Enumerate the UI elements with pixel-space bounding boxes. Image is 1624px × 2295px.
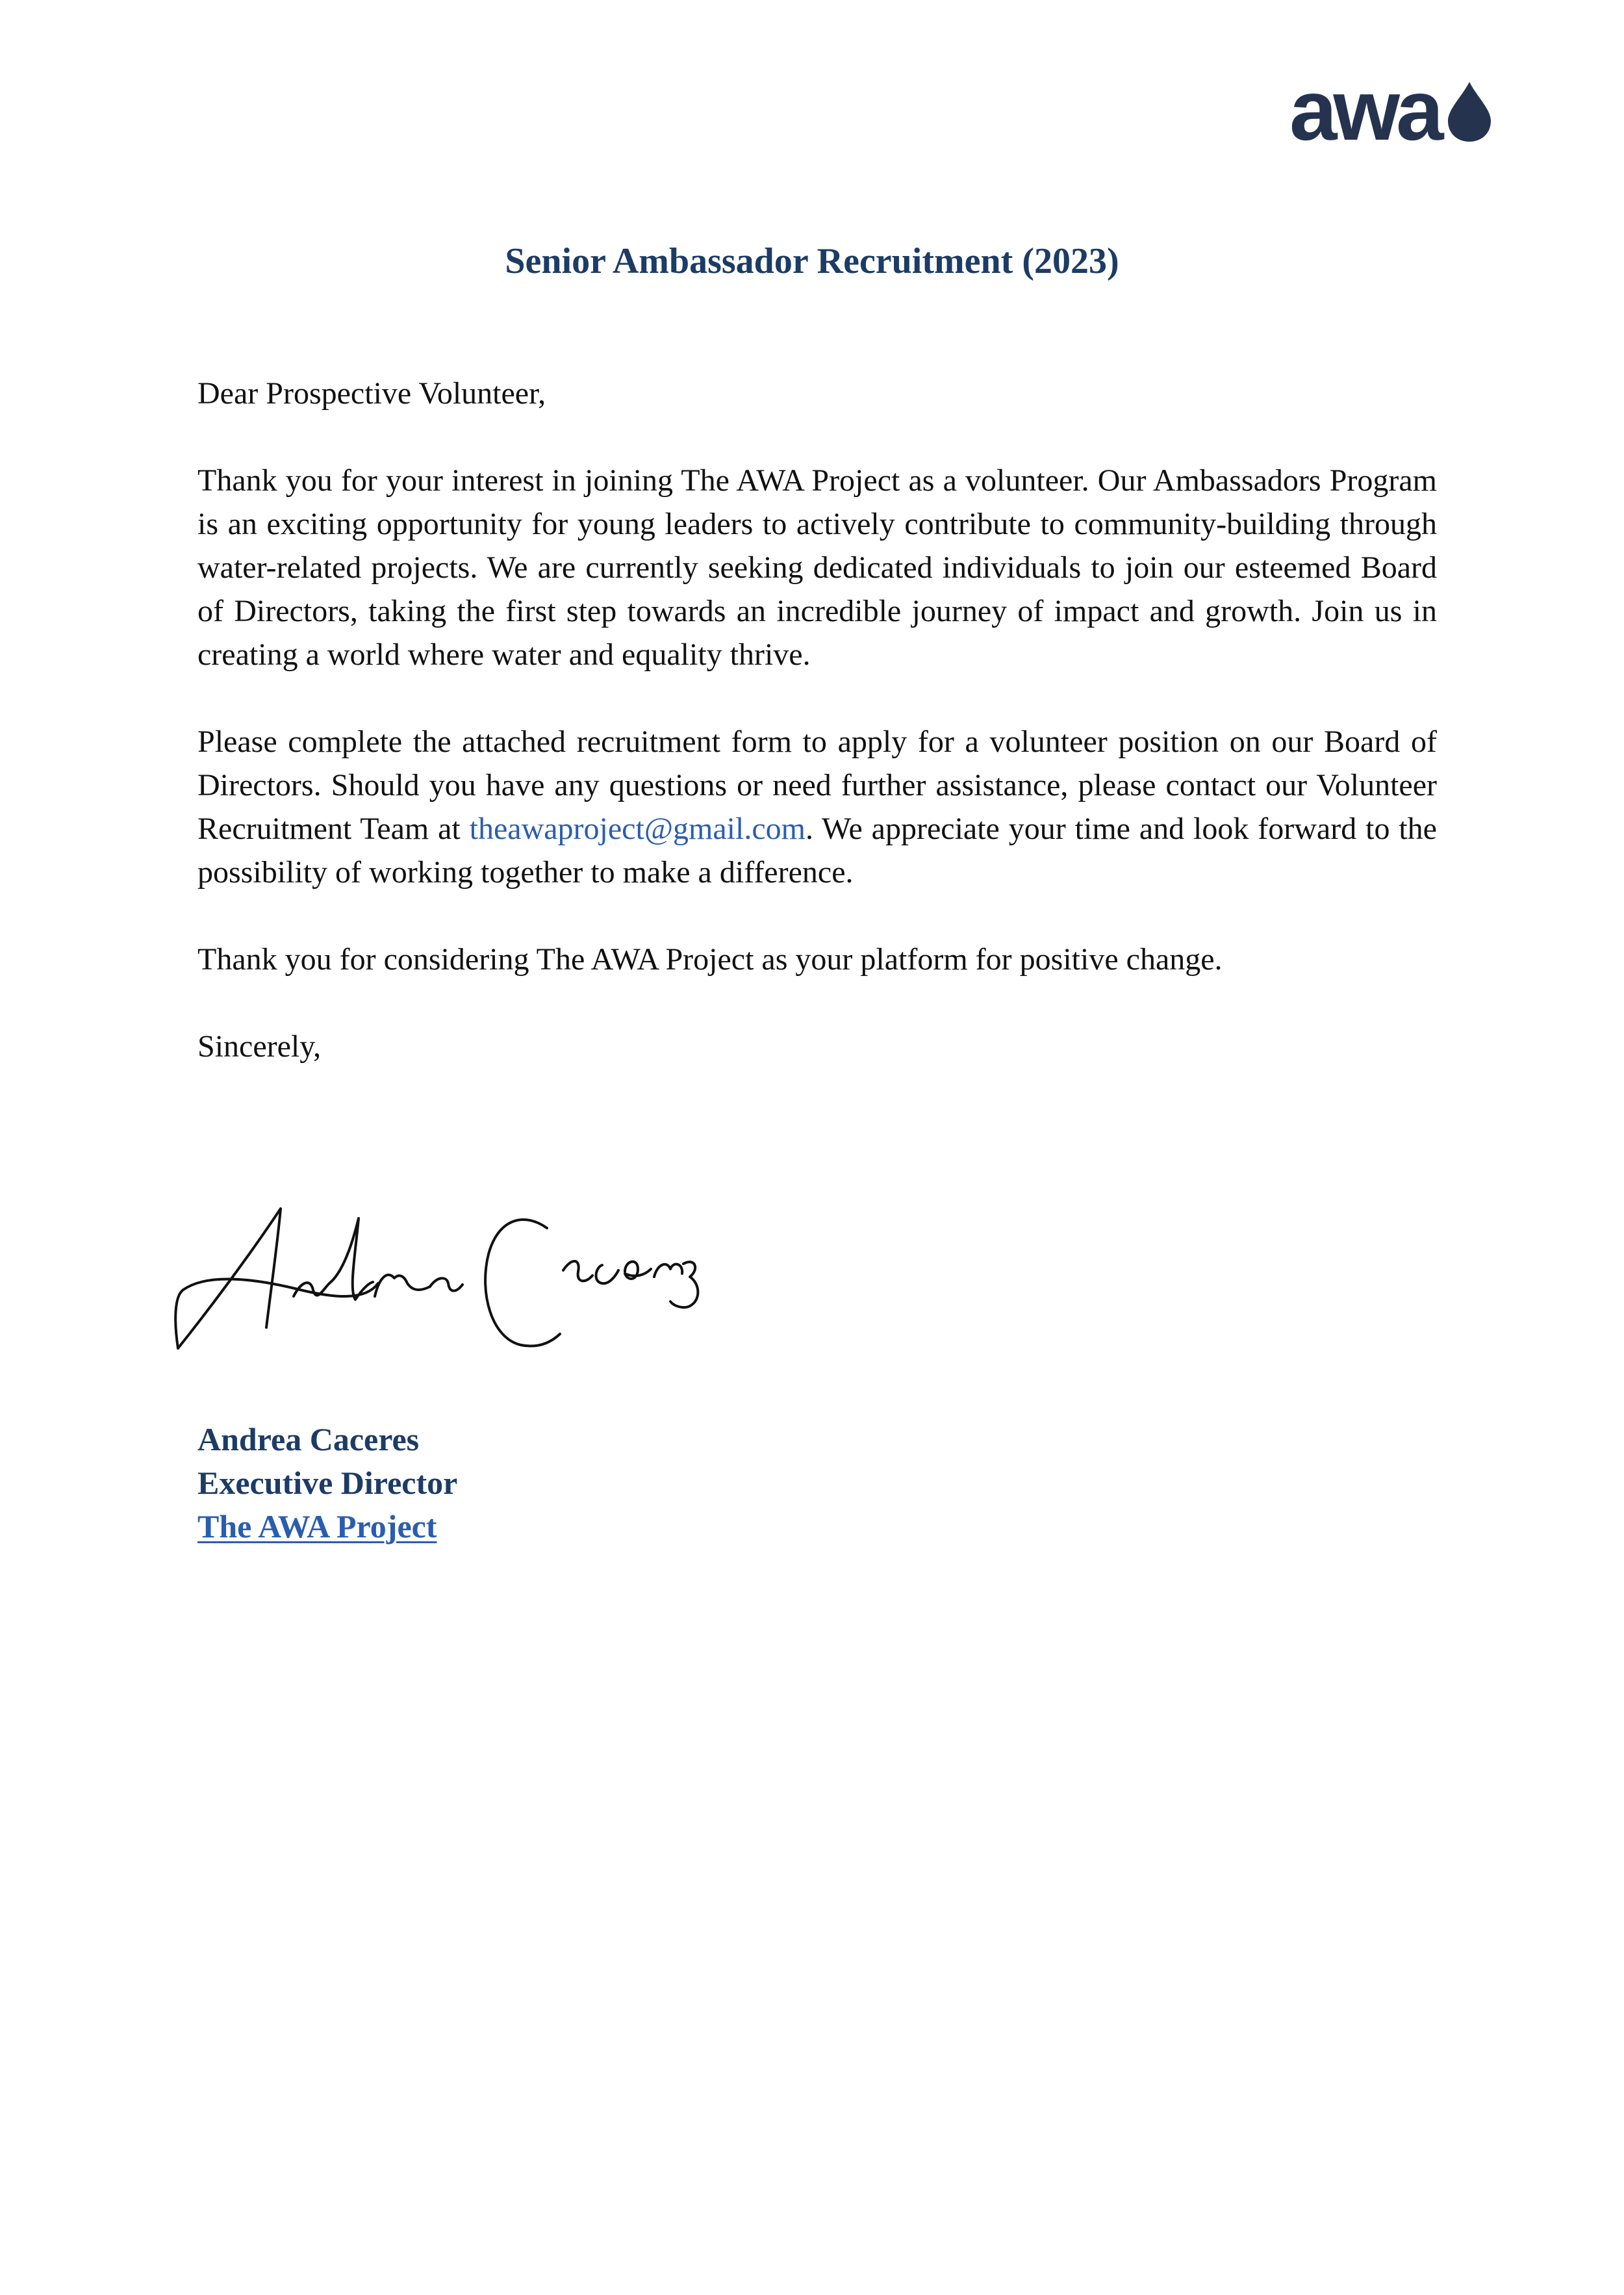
closing: Sincerely, xyxy=(197,1029,322,1064)
page-title: Senior Ambassador Recruitment (2023) xyxy=(505,241,1119,281)
paragraph-instructions-text: Please complete the attached recruitment form to apply for a volunteer position on our Board of Directors. Should you have any questions or need further assistance, please contact our Volunteer Recruitment Team at xyxy=(197,724,1437,846)
organization-link-text[interactable]: The AWA Project xyxy=(197,1508,437,1545)
signer-name: Andrea Caceres xyxy=(197,1421,420,1457)
email-link[interactable]: theawaproject@gmail.com xyxy=(469,812,806,846)
handwritten-signature xyxy=(170,1192,709,1361)
awa-logo xyxy=(1289,62,1504,158)
paragraph-instructions xyxy=(197,720,1437,894)
paragraph-thanks: Thank you for considering The AWA Project as your platform for positive change. xyxy=(197,942,1223,977)
paragraph-instructions-tail: . We appreciate your time and look forward to the possibility of working together to make a difference. xyxy=(197,812,1437,890)
signature-block xyxy=(197,1418,457,1548)
salutation: Dear Prospective Volunteer, xyxy=(197,376,546,411)
organization-link[interactable] xyxy=(197,1505,457,1548)
logo-wordmark: awa xyxy=(1289,62,1440,158)
letter-body xyxy=(197,372,1437,1112)
signer-role: Executive Director xyxy=(197,1465,458,1501)
water-drop-icon xyxy=(1445,81,1493,143)
paragraph-intro: Thank you for your interest in joining The AWA Project as a volunteer. Our Ambassadors Program is an exciting opportunity for young leaders to actively contribute to community-building through water-related projects. We are currently seeking dedicated individuals to join our esteemed Board of Directors, taking the first step towards an incredible journey of impact and growth. Join us in creating a world where water and equality thrive. xyxy=(197,463,1437,672)
